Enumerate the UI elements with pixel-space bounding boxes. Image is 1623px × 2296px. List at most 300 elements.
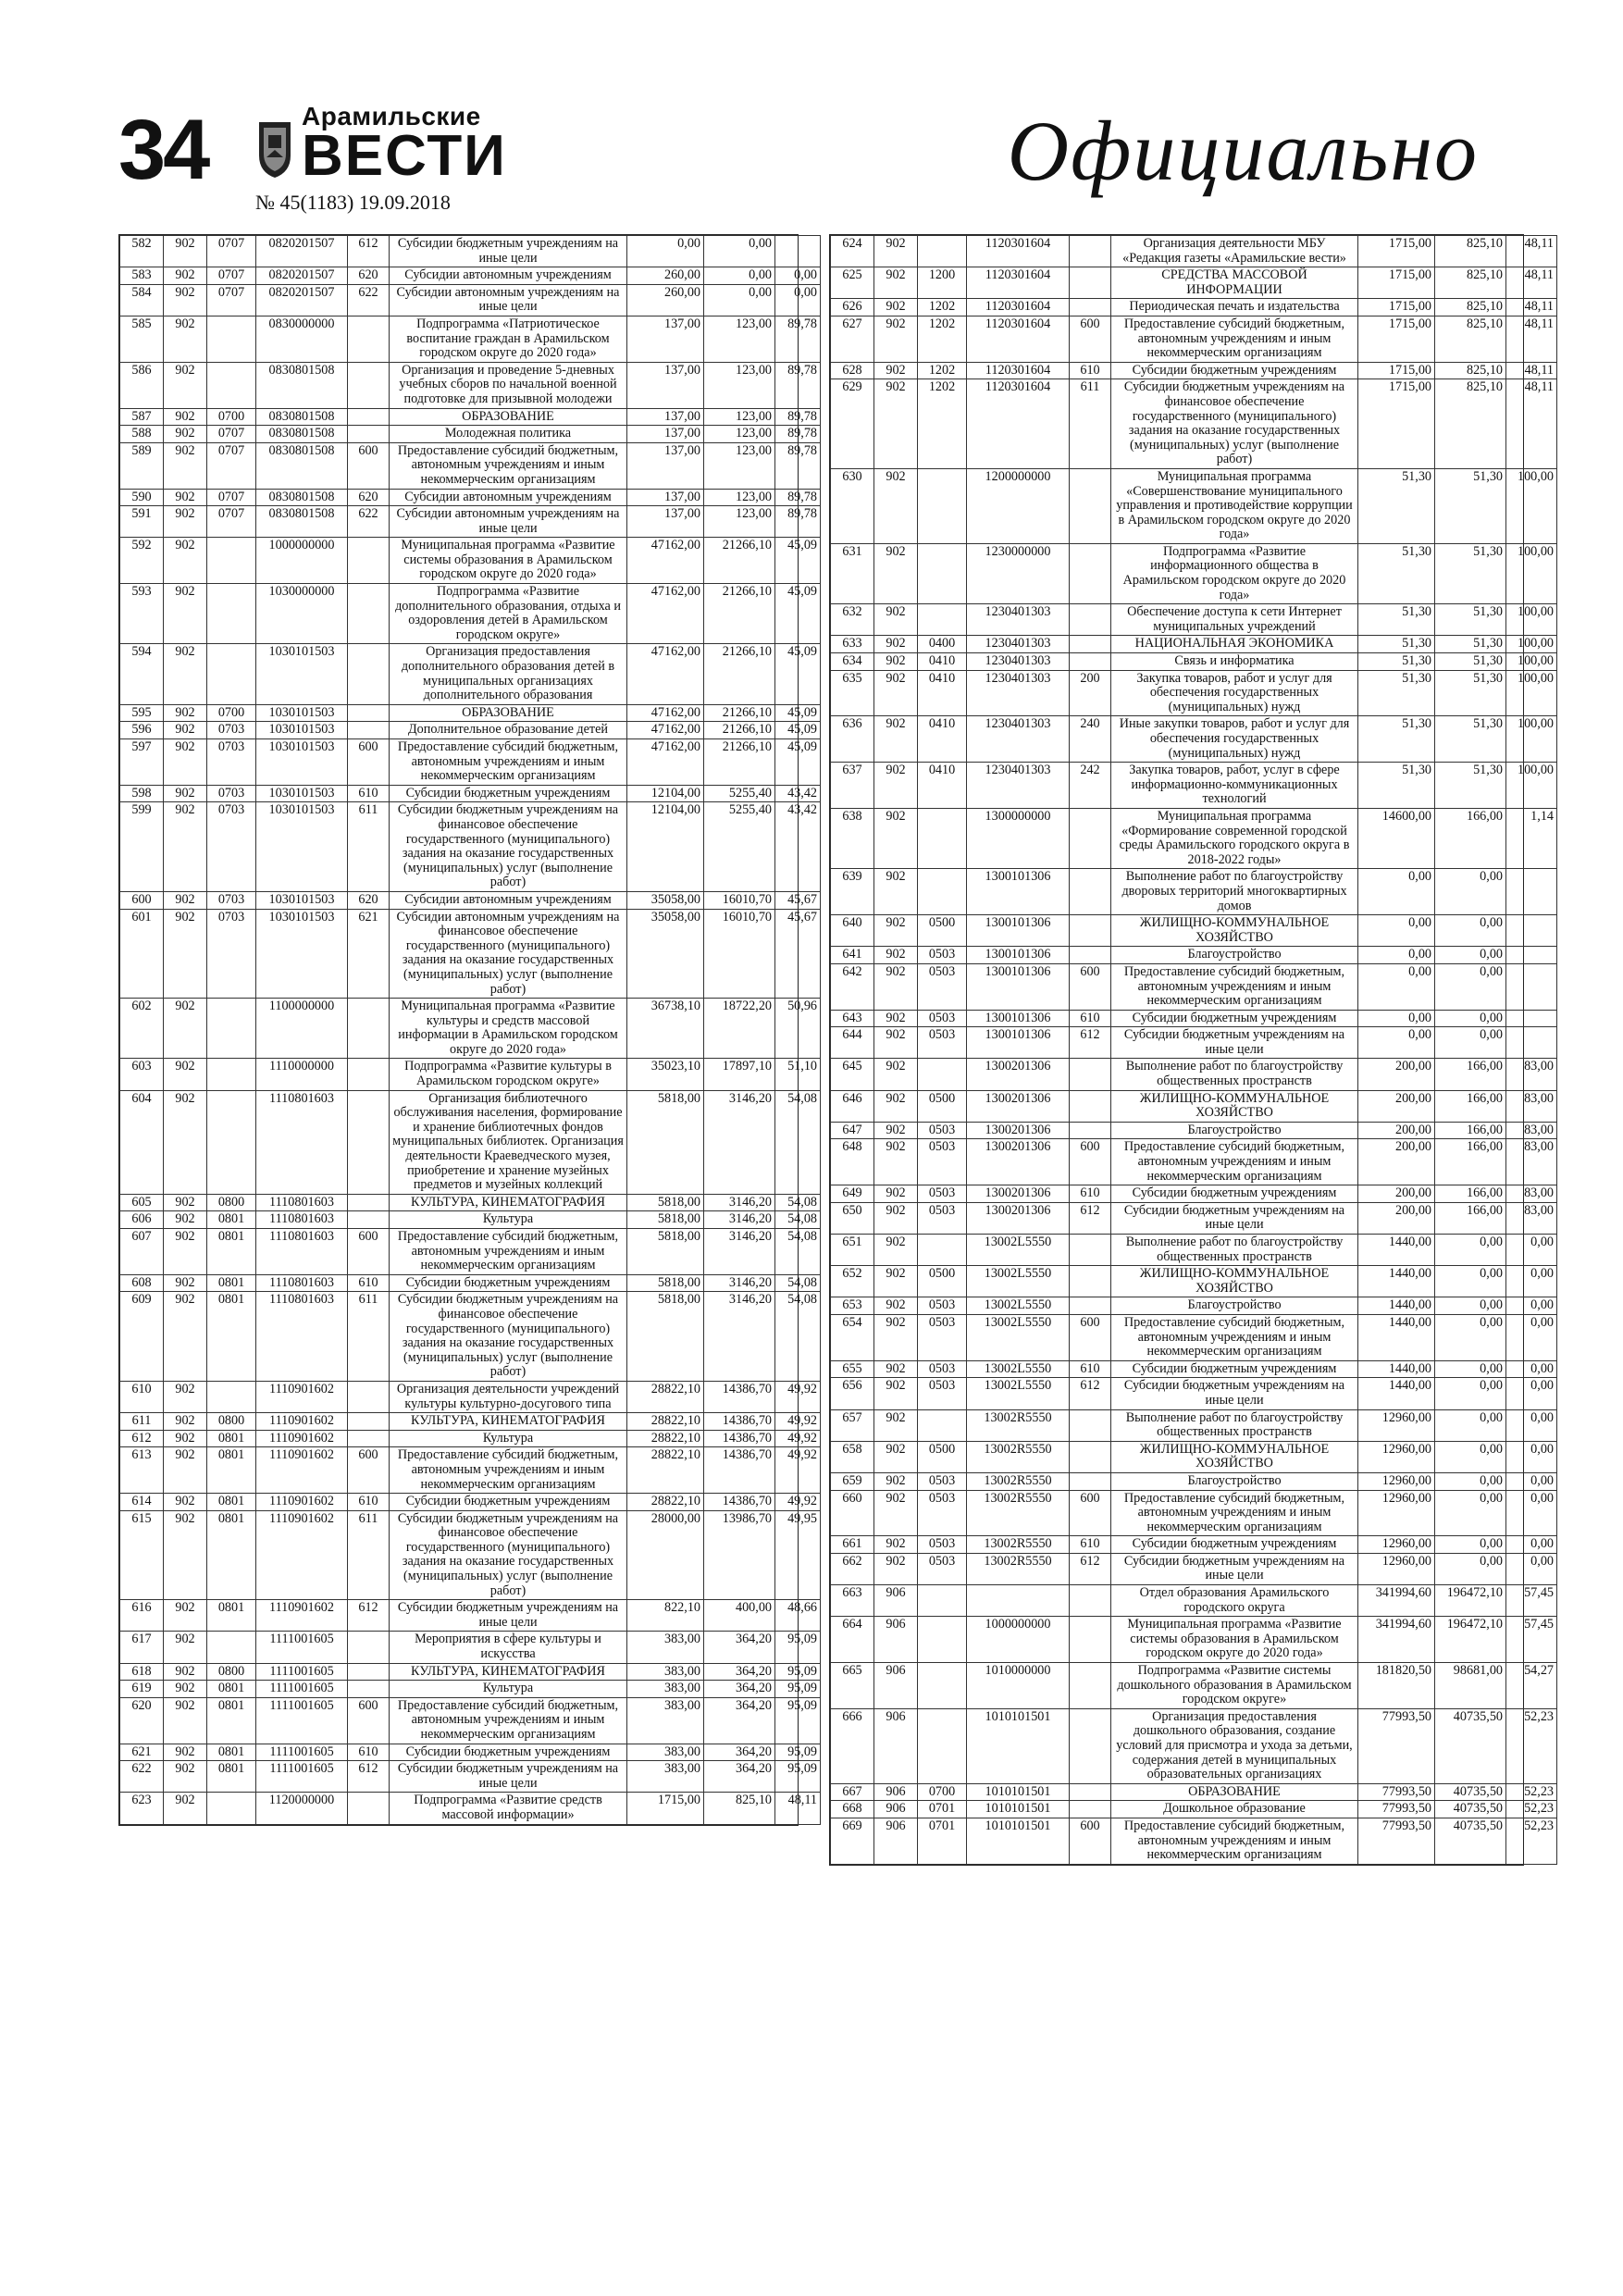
planned-amount: 1715,00 [1358, 267, 1435, 299]
row-description: Субсидии бюджетным учреждениям на финансовое обеспечение государственного (муниципального) задания на оказание государственных (муниципальных) услуг (выполнение работ) [390, 1510, 627, 1600]
expense-code [1070, 1617, 1111, 1663]
section-code [918, 1585, 967, 1617]
admin-code: 902 [164, 1194, 207, 1211]
expense-code [348, 1090, 390, 1194]
row-number: 627 [831, 316, 874, 362]
executed-amount: 13986,70 [704, 1510, 775, 1600]
page-number: 34 [118, 103, 208, 197]
target-code: 13002L5550 [967, 1378, 1070, 1409]
execution-percent [1506, 1010, 1557, 1027]
target-code: 1110801603 [256, 1292, 348, 1382]
admin-code: 902 [164, 1681, 207, 1698]
admin-code: 902 [164, 1381, 207, 1412]
table-row [831, 653, 1557, 671]
admin-code: 902 [874, 604, 918, 636]
admin-code: 902 [874, 1202, 918, 1234]
expense-code [1070, 947, 1111, 964]
target-code: 0830801508 [256, 489, 348, 506]
execution-percent: 95,09 [775, 1697, 821, 1744]
row-description: Субсидии автономным учреждениям на иные цели [390, 284, 627, 316]
table-row [831, 947, 1557, 964]
target-code: 0830801508 [256, 362, 348, 408]
row-description: Культура [390, 1211, 627, 1229]
planned-amount: 47162,00 [627, 722, 704, 739]
expense-code: 622 [348, 506, 390, 538]
row-description: Субсидии бюджетным учреждениям [1111, 1185, 1358, 1203]
row-number: 648 [831, 1139, 874, 1185]
row-number: 633 [831, 636, 874, 653]
admin-code: 902 [874, 362, 918, 379]
target-code: 13002L5550 [967, 1297, 1070, 1315]
expense-code: 610 [348, 1274, 390, 1292]
expense-code [1070, 915, 1111, 947]
row-number: 656 [831, 1378, 874, 1409]
section-code [918, 468, 967, 543]
row-description: Субсидии автономным учреждениям на иные цели [390, 506, 627, 538]
target-code: 1300000000 [967, 808, 1070, 868]
table-row [831, 1027, 1557, 1059]
table-row [831, 1553, 1557, 1584]
row-description: Подпрограмма «Развитие средств массовой информации» [390, 1793, 627, 1824]
row-number: 608 [120, 1274, 164, 1292]
admin-code: 902 [164, 408, 207, 426]
executed-amount: 16010,70 [704, 909, 775, 999]
table-row [831, 1490, 1557, 1536]
expense-code [348, 1632, 390, 1663]
executed-amount: 196472,10 [1435, 1617, 1506, 1663]
expense-code [1070, 543, 1111, 603]
row-number: 588 [120, 426, 164, 443]
execution-percent: 57,45 [1506, 1617, 1557, 1663]
planned-amount: 137,00 [627, 316, 704, 362]
row-description: Предоставление субсидий бюджетным, автономным учреждениям и иным некоммерческим организациям [390, 1697, 627, 1744]
town-name: Арамильские [302, 102, 481, 130]
section-code: 0703 [207, 802, 256, 892]
target-code: 1300101306 [967, 963, 1070, 1010]
row-number: 593 [120, 584, 164, 644]
expense-code [348, 362, 390, 408]
row-number: 638 [831, 808, 874, 868]
planned-amount: 260,00 [627, 267, 704, 285]
section-code [918, 604, 967, 636]
section-code: 0400 [918, 636, 967, 653]
target-code: 0830801508 [256, 442, 348, 489]
executed-amount: 0,00 [1435, 915, 1506, 947]
row-number: 657 [831, 1409, 874, 1441]
executed-amount: 3146,20 [704, 1229, 775, 1275]
admin-code: 902 [164, 538, 207, 584]
executed-amount: 123,00 [704, 362, 775, 408]
execution-percent: 48,11 [1506, 362, 1557, 379]
expense-code: 620 [348, 267, 390, 285]
section-code: 0707 [207, 506, 256, 538]
admin-code: 902 [874, 1378, 918, 1409]
table-row [120, 1744, 821, 1761]
executed-amount: 16010,70 [704, 891, 775, 909]
executed-amount: 0,00 [1435, 1536, 1506, 1554]
planned-amount: 137,00 [627, 506, 704, 538]
row-number: 631 [831, 543, 874, 603]
row-number: 650 [831, 1202, 874, 1234]
target-code: 0830801508 [256, 426, 348, 443]
row-description: Муниципальная программа «Развитие культуры и средств массовой информации в Арамильском городском округе до 2020 года» [390, 999, 627, 1059]
admin-code: 902 [874, 1235, 918, 1266]
row-description: Связь и информатика [1111, 653, 1358, 671]
section-code: 0503 [918, 1472, 967, 1490]
expense-code [348, 1059, 390, 1090]
planned-amount: 35058,00 [627, 891, 704, 909]
section-code: 0503 [918, 947, 967, 964]
admin-code: 902 [164, 1663, 207, 1681]
admin-code: 902 [874, 1010, 918, 1027]
expense-code [1070, 299, 1111, 316]
executed-amount: 400,00 [704, 1600, 775, 1632]
table-row [831, 1202, 1557, 1234]
row-number: 667 [831, 1783, 874, 1801]
row-description: Предоставление субсидий бюджетным, автономным учреждениям и иным некоммерческим организациям [1111, 1490, 1358, 1536]
section-code [207, 999, 256, 1059]
expense-code [348, 426, 390, 443]
row-number: 635 [831, 670, 874, 716]
row-number: 616 [120, 1600, 164, 1632]
planned-amount: 1715,00 [627, 1793, 704, 1824]
row-number: 613 [120, 1447, 164, 1494]
planned-amount: 383,00 [627, 1697, 704, 1744]
planned-amount: 0,00 [1358, 963, 1435, 1010]
section-code [207, 362, 256, 408]
section-code: 0707 [207, 284, 256, 316]
executed-amount: 40735,50 [1435, 1708, 1506, 1783]
target-code: 1110801603 [256, 1274, 348, 1292]
execution-percent: 0,00 [1506, 1314, 1557, 1360]
admin-code: 902 [164, 1090, 207, 1194]
admin-code: 902 [874, 1472, 918, 1490]
expense-code [1070, 1585, 1111, 1617]
section-code: 1200 [918, 267, 967, 299]
section-code [918, 1235, 967, 1266]
target-code: 0820201507 [256, 267, 348, 285]
expense-code [348, 408, 390, 426]
row-number: 597 [120, 739, 164, 786]
planned-amount: 51,30 [1358, 543, 1435, 603]
planned-amount: 12960,00 [1358, 1553, 1435, 1584]
target-code: 1030101503 [256, 739, 348, 786]
admin-code: 902 [164, 506, 207, 538]
executed-amount: 825,10 [1435, 362, 1506, 379]
target-code: 1230401303 [967, 763, 1070, 809]
target-code: 1110901602 [256, 1447, 348, 1494]
target-code: 1300201306 [967, 1202, 1070, 1234]
execution-percent: 52,23 [1506, 1801, 1557, 1818]
target-code: 1111001605 [256, 1761, 348, 1793]
expense-code: 610 [1070, 1185, 1111, 1203]
expense-code: 611 [348, 802, 390, 892]
admin-code: 902 [874, 636, 918, 653]
table-row [120, 1211, 821, 1229]
expense-code [348, 538, 390, 584]
row-number: 662 [831, 1553, 874, 1584]
admin-code: 902 [164, 785, 207, 802]
row-number: 644 [831, 1027, 874, 1059]
row-number: 612 [120, 1430, 164, 1447]
target-code: 1120301604 [967, 316, 1070, 362]
row-description: Муниципальная программа «Совершенствование муниципального управления и противодействие коррупции в Арамильском городском округе до 2020 года» [1111, 468, 1358, 543]
section-code: 0703 [207, 739, 256, 786]
section-code: 0503 [918, 1378, 967, 1409]
table-row [120, 1681, 821, 1698]
executed-amount: 364,20 [704, 1697, 775, 1744]
expense-code: 600 [1070, 1139, 1111, 1185]
table-row [831, 1441, 1557, 1472]
admin-code: 902 [164, 584, 207, 644]
target-code: 1300101306 [967, 869, 1070, 915]
expense-code: 612 [348, 236, 390, 267]
section-code [918, 1708, 967, 1783]
row-number: 641 [831, 947, 874, 964]
table-row [120, 1274, 821, 1292]
row-description: ОБРАЗОВАНИЕ [390, 408, 627, 426]
executed-amount: 51,30 [1435, 604, 1506, 636]
section-code: 0410 [918, 716, 967, 763]
row-description: Отдел образования Арамильского городского округа [1111, 1585, 1358, 1617]
section-code: 0703 [207, 785, 256, 802]
planned-amount: 51,30 [1358, 670, 1435, 716]
target-code: 1010101501 [967, 1783, 1070, 1801]
planned-amount: 260,00 [627, 284, 704, 316]
row-number: 582 [120, 236, 164, 267]
row-description: Субсидии бюджетным учреждениям [390, 1274, 627, 1292]
row-number: 634 [831, 653, 874, 671]
executed-amount: 0,00 [1435, 947, 1506, 964]
execution-percent: 49,92 [775, 1381, 821, 1412]
row-description: ЖИЛИЩНО-КОММУНАЛЬНОЕ ХОЗЯЙСТВО [1111, 1090, 1358, 1122]
section-code: 0410 [918, 670, 967, 716]
target-code: 1010101501 [967, 1818, 1070, 1864]
table-row [120, 1761, 821, 1793]
execution-percent: 50,96 [775, 999, 821, 1059]
section-code: 0707 [207, 236, 256, 267]
row-description: Субсидии бюджетным учреждениям [390, 785, 627, 802]
table-row [120, 785, 821, 802]
target-code: 1230401303 [967, 636, 1070, 653]
row-number: 629 [831, 379, 874, 469]
table-row [831, 604, 1557, 636]
row-number: 653 [831, 1297, 874, 1315]
section-code: 0503 [918, 1536, 967, 1554]
execution-percent: 100,00 [1506, 636, 1557, 653]
executed-amount: 5255,40 [704, 785, 775, 802]
executed-amount: 0,00 [1435, 1409, 1506, 1441]
planned-amount: 12960,00 [1358, 1409, 1435, 1441]
execution-percent: 49,92 [775, 1447, 821, 1494]
execution-percent: 95,09 [775, 1663, 821, 1681]
section-code: 0800 [207, 1413, 256, 1431]
planned-amount: 77993,50 [1358, 1818, 1435, 1864]
expense-code [1070, 1409, 1111, 1441]
row-number: 609 [120, 1292, 164, 1382]
admin-code: 902 [874, 299, 918, 316]
planned-amount: 383,00 [627, 1744, 704, 1761]
expense-code [348, 1681, 390, 1698]
table-row [831, 1536, 1557, 1554]
row-description: Закупка товаров, работ и услуг для обеспечения государственных (муниципальных) нужд [1111, 670, 1358, 716]
row-description: Благоустройство [1111, 947, 1358, 964]
planned-amount: 200,00 [1358, 1059, 1435, 1090]
section-code [918, 236, 967, 267]
row-description: Предоставление субсидий бюджетным, автономным учреждениям и иным некоммерческим организациям [1111, 1314, 1358, 1360]
table-row [120, 739, 821, 786]
row-description: Молодежная политика [390, 426, 627, 443]
executed-amount: 51,30 [1435, 636, 1506, 653]
section-code: 0503 [918, 963, 967, 1010]
planned-amount: 28000,00 [627, 1510, 704, 1600]
planned-amount: 137,00 [627, 408, 704, 426]
section-code [207, 538, 256, 584]
target-code: 13002R5550 [967, 1553, 1070, 1584]
expense-code [348, 1211, 390, 1229]
admin-code: 902 [164, 909, 207, 999]
section-code: 1202 [918, 299, 967, 316]
planned-amount: 0,00 [1358, 1010, 1435, 1027]
expense-code [348, 644, 390, 704]
admin-code: 902 [164, 1494, 207, 1511]
target-code: 0820201507 [256, 284, 348, 316]
expense-code [348, 1413, 390, 1431]
row-number: 618 [120, 1663, 164, 1681]
executed-amount: 21266,10 [704, 704, 775, 722]
admin-code: 902 [164, 644, 207, 704]
expense-code: 610 [1070, 1010, 1111, 1027]
row-number: 611 [120, 1413, 164, 1431]
table-row [120, 1413, 821, 1431]
planned-amount: 5818,00 [627, 1274, 704, 1292]
target-code: 1030101503 [256, 785, 348, 802]
table-row [120, 489, 821, 506]
target-code: 1300101306 [967, 947, 1070, 964]
row-description: Субсидии автономным учреждениям на финансовое обеспечение государственного (муниципального) задания на оказание государственных (муниципальных) услуг (выполнение работ) [390, 909, 627, 999]
row-number: 659 [831, 1472, 874, 1490]
row-description: Подпрограмма «Патриотическое воспитание граждан в Арамильском городском округе до 2020 года» [390, 316, 627, 362]
executed-amount: 0,00 [1435, 1010, 1506, 1027]
executed-amount: 825,10 [1435, 267, 1506, 299]
section-code: 0801 [207, 1447, 256, 1494]
row-number: 646 [831, 1090, 874, 1122]
target-code: 1010101501 [967, 1708, 1070, 1783]
admin-code: 906 [874, 1818, 918, 1864]
table-row [120, 1059, 821, 1090]
section-code: 0701 [918, 1801, 967, 1818]
executed-amount: 123,00 [704, 316, 775, 362]
row-number: 603 [120, 1059, 164, 1090]
target-code: 1110801603 [256, 1229, 348, 1275]
admin-code: 902 [164, 1632, 207, 1663]
expense-code [1070, 1059, 1111, 1090]
planned-amount: 28822,10 [627, 1447, 704, 1494]
expense-code: 611 [348, 1510, 390, 1600]
section-code [918, 808, 967, 868]
execution-percent: 45,09 [775, 584, 821, 644]
planned-amount: 181820,50 [1358, 1663, 1435, 1709]
table-row [831, 1185, 1557, 1203]
row-description: Иные закупки товаров, работ и услуг для обеспечения государственных (муниципальных) нужд [1111, 716, 1358, 763]
section-code [207, 316, 256, 362]
target-code: 1200000000 [967, 468, 1070, 543]
execution-percent: 100,00 [1506, 670, 1557, 716]
executed-amount: 51,30 [1435, 468, 1506, 543]
executed-amount: 5255,40 [704, 802, 775, 892]
planned-amount: 47162,00 [627, 704, 704, 722]
planned-amount: 383,00 [627, 1632, 704, 1663]
executed-amount: 21266,10 [704, 722, 775, 739]
expense-code: 612 [348, 1600, 390, 1632]
expense-code: 610 [1070, 1536, 1111, 1554]
admin-code: 902 [164, 442, 207, 489]
planned-amount: 0,00 [1358, 1027, 1435, 1059]
expense-code [348, 1194, 390, 1211]
table-row [831, 1139, 1557, 1185]
expense-code: 620 [348, 891, 390, 909]
execution-percent: 89,78 [775, 489, 821, 506]
table-row [831, 1266, 1557, 1297]
row-number: 660 [831, 1490, 874, 1536]
expense-code [1070, 1090, 1111, 1122]
executed-amount: 364,20 [704, 1663, 775, 1681]
planned-amount: 28822,10 [627, 1381, 704, 1412]
admin-code: 902 [164, 1430, 207, 1447]
row-number: 586 [120, 362, 164, 408]
section-code: 0410 [918, 653, 967, 671]
section-code: 0701 [918, 1818, 967, 1864]
target-code: 1300201306 [967, 1185, 1070, 1203]
target-code: 1110801603 [256, 1211, 348, 1229]
row-description: Благоустройство [1111, 1122, 1358, 1139]
executed-amount: 123,00 [704, 506, 775, 538]
row-number: 604 [120, 1090, 164, 1194]
planned-amount: 47162,00 [627, 644, 704, 704]
expense-code: 612 [348, 1761, 390, 1793]
execution-percent: 0,00 [1506, 1235, 1557, 1266]
section-code [918, 1059, 967, 1090]
admin-code: 902 [874, 1441, 918, 1472]
row-number: 642 [831, 963, 874, 1010]
planned-amount: 137,00 [627, 489, 704, 506]
row-number: 645 [831, 1059, 874, 1090]
execution-percent: 54,08 [775, 1274, 821, 1292]
row-description: Субсидии бюджетным учреждениям [1111, 362, 1358, 379]
executed-amount: 364,20 [704, 1681, 775, 1698]
target-code: 13002R5550 [967, 1441, 1070, 1472]
planned-amount: 200,00 [1358, 1090, 1435, 1122]
planned-amount: 383,00 [627, 1761, 704, 1793]
table-row [120, 1430, 821, 1447]
executed-amount: 0,00 [1435, 1314, 1506, 1360]
section-code: 0801 [207, 1292, 256, 1382]
planned-amount: 383,00 [627, 1681, 704, 1698]
planned-amount: 12960,00 [1358, 1536, 1435, 1554]
table-row [831, 1235, 1557, 1266]
row-description: Субсидии автономным учреждениям [390, 891, 627, 909]
executed-amount: 3146,20 [704, 1194, 775, 1211]
execution-percent: 43,42 [775, 802, 821, 892]
target-code: 1111001605 [256, 1744, 348, 1761]
row-number: 583 [120, 267, 164, 285]
admin-code: 902 [874, 1536, 918, 1554]
section-code: 0707 [207, 426, 256, 443]
admin-code: 902 [164, 1793, 207, 1824]
row-description: Выполнение работ по благоустройству общественных пространств [1111, 1409, 1358, 1441]
section-code: 1202 [918, 316, 967, 362]
target-code: 13002L5550 [967, 1314, 1070, 1360]
